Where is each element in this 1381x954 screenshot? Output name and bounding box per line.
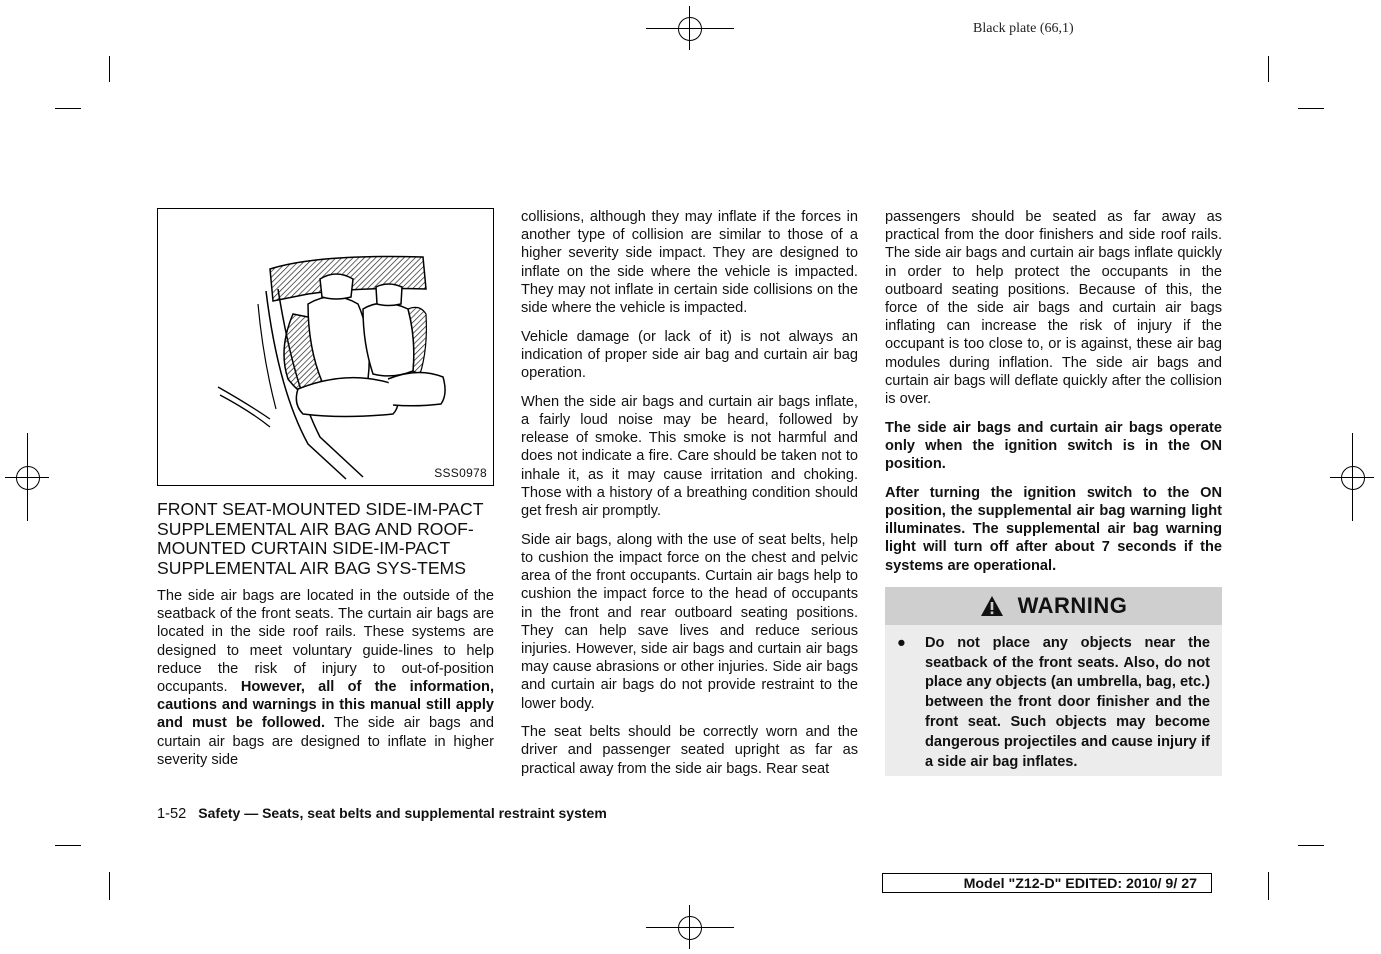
- plate-label: Black plate (66,1): [973, 21, 1074, 36]
- paragraph: collisions, although they may inflate if the forces in another type of collision are similar to those of a higher severity side impact. They are designed to inflate on the side where the vehicle is impacted. They may not inflate in certain side collisions on the side where the vehicle is impacted.: [521, 209, 858, 317]
- paragraph: Side air bags, along with the use of seat belts, help to cushion the impact force on the chest and pelvic area of the front occupants. Curtain air bags help to cushion the impact force to the head of occupants in the front and rear outboard seating positions. They can help save lives and reduce serious injuries. However, side air bags and curtain air bags may cause abrasions or other injuries. Side air bags and curtain air bags do not provide restraint to the lower body.: [521, 531, 858, 712]
- crop-mark: [55, 845, 81, 846]
- warning-header: [885, 587, 1222, 625]
- bullet: ●: [897, 634, 906, 651]
- bold-paragraph: After turning the ignition switch to the ON position, the supplemental air bag warning light illuminates. The supplemental air bag warning light will turn off after about 7 seconds if the systems are operational.: [885, 484, 1222, 574]
- column-middle: [521, 208, 858, 788]
- crop-mark: [109, 56, 110, 82]
- crop-mark: [1298, 845, 1324, 846]
- warning-box: [885, 587, 1222, 777]
- crop-mark: [1298, 108, 1324, 109]
- figure-caption: SSS0978: [434, 465, 487, 480]
- crop-mark: [109, 872, 110, 900]
- crop-mark: [1268, 56, 1269, 82]
- crop-mark: [55, 108, 81, 109]
- warning-item: [897, 634, 1210, 773]
- model-edited-box: Model "Z12-D" EDITED: 2010/ 9/ 27: [882, 873, 1212, 893]
- figure: [157, 208, 494, 486]
- bold-paragraph: The side air bags and curtain air bags operate only when the ignition switch is in the ON position.: [885, 419, 1222, 473]
- page-number: 1-52: [157, 806, 187, 822]
- warning-item-text: Do not place any objects near the seatback of the front seats. Also, do not place any objects (an umbrella, bag, etc.) between the front door finisher and the front seat. Such objects may become dangerous projectiles and cause injury if a side air bag inflates.: [925, 634, 1210, 770]
- warning-title: WARNING: [1017, 592, 1128, 618]
- warning-body: [885, 625, 1222, 777]
- intro-tail: The side air bags and curtain air bags are designed to inflate in higher severity side: [157, 715, 494, 768]
- crop-mark: [1268, 872, 1269, 900]
- intro-bold: However, all of the information, cautions and warnings in this manual still apply and must be followed.: [157, 679, 494, 732]
- section-heading: FRONT SEAT-MOUNTED SIDE-IM-PACT SUPPLEMENTAL AIR BAG AND ROOF-MOUNTED CURTAIN SIDE-IM-PACT SUPPLEMENTAL AIR BAG SYS-TEMS: [157, 499, 484, 578]
- intro-text: The side air bags are located in the outside of the seatback of the front seats. The curtain air bags are located in the side roof rails. These systems are designed to meet voluntary guide-lines to help reduce the risk of injury to out-of-position occupants.: [157, 588, 494, 696]
- page-footer: [157, 805, 607, 822]
- column-right: [885, 208, 1222, 776]
- intro-paragraph: [157, 587, 494, 769]
- paragraph: The seat belts should be correctly worn and the driver and passenger seated upright as far as practical away from the side air bags. Rear seat: [521, 724, 858, 777]
- column-left: [157, 208, 494, 780]
- footer-section-title: Safety — Seats, seat belts and supplemental restraint system: [198, 805, 607, 821]
- paragraph: Vehicle damage (or lack of it) is not always an indication of proper side air bag and curtain air bag operation.: [521, 328, 858, 382]
- seat-airbag-illustration: [158, 209, 493, 485]
- paragraph: passengers should be seated as far away as practical from the door finishers and side roof rails. The side air bags and curtain air bags inflate quickly in order to help protect the occupants in the outboard seating positions. Because of this, the force of the side air bags and curtain air bags inflating can increase the risk of injury if the occupant is too close to, or is against, these air bag modules during inflation. The side air bags and curtain air bags will deflate quickly after the collision is over.: [885, 209, 1222, 408]
- paragraph: When the side air bags and curtain air bags inflate, a fairly loud noise may be heard, followed by release of smoke. This smoke is not harmful and does not indicate a fire. Care should be taken not to inhale it, as it may cause irritation and choking. Those with a history of a breathing condition should get fresh air promptly.: [521, 393, 858, 520]
- warning-triangle-icon: [980, 595, 1004, 617]
